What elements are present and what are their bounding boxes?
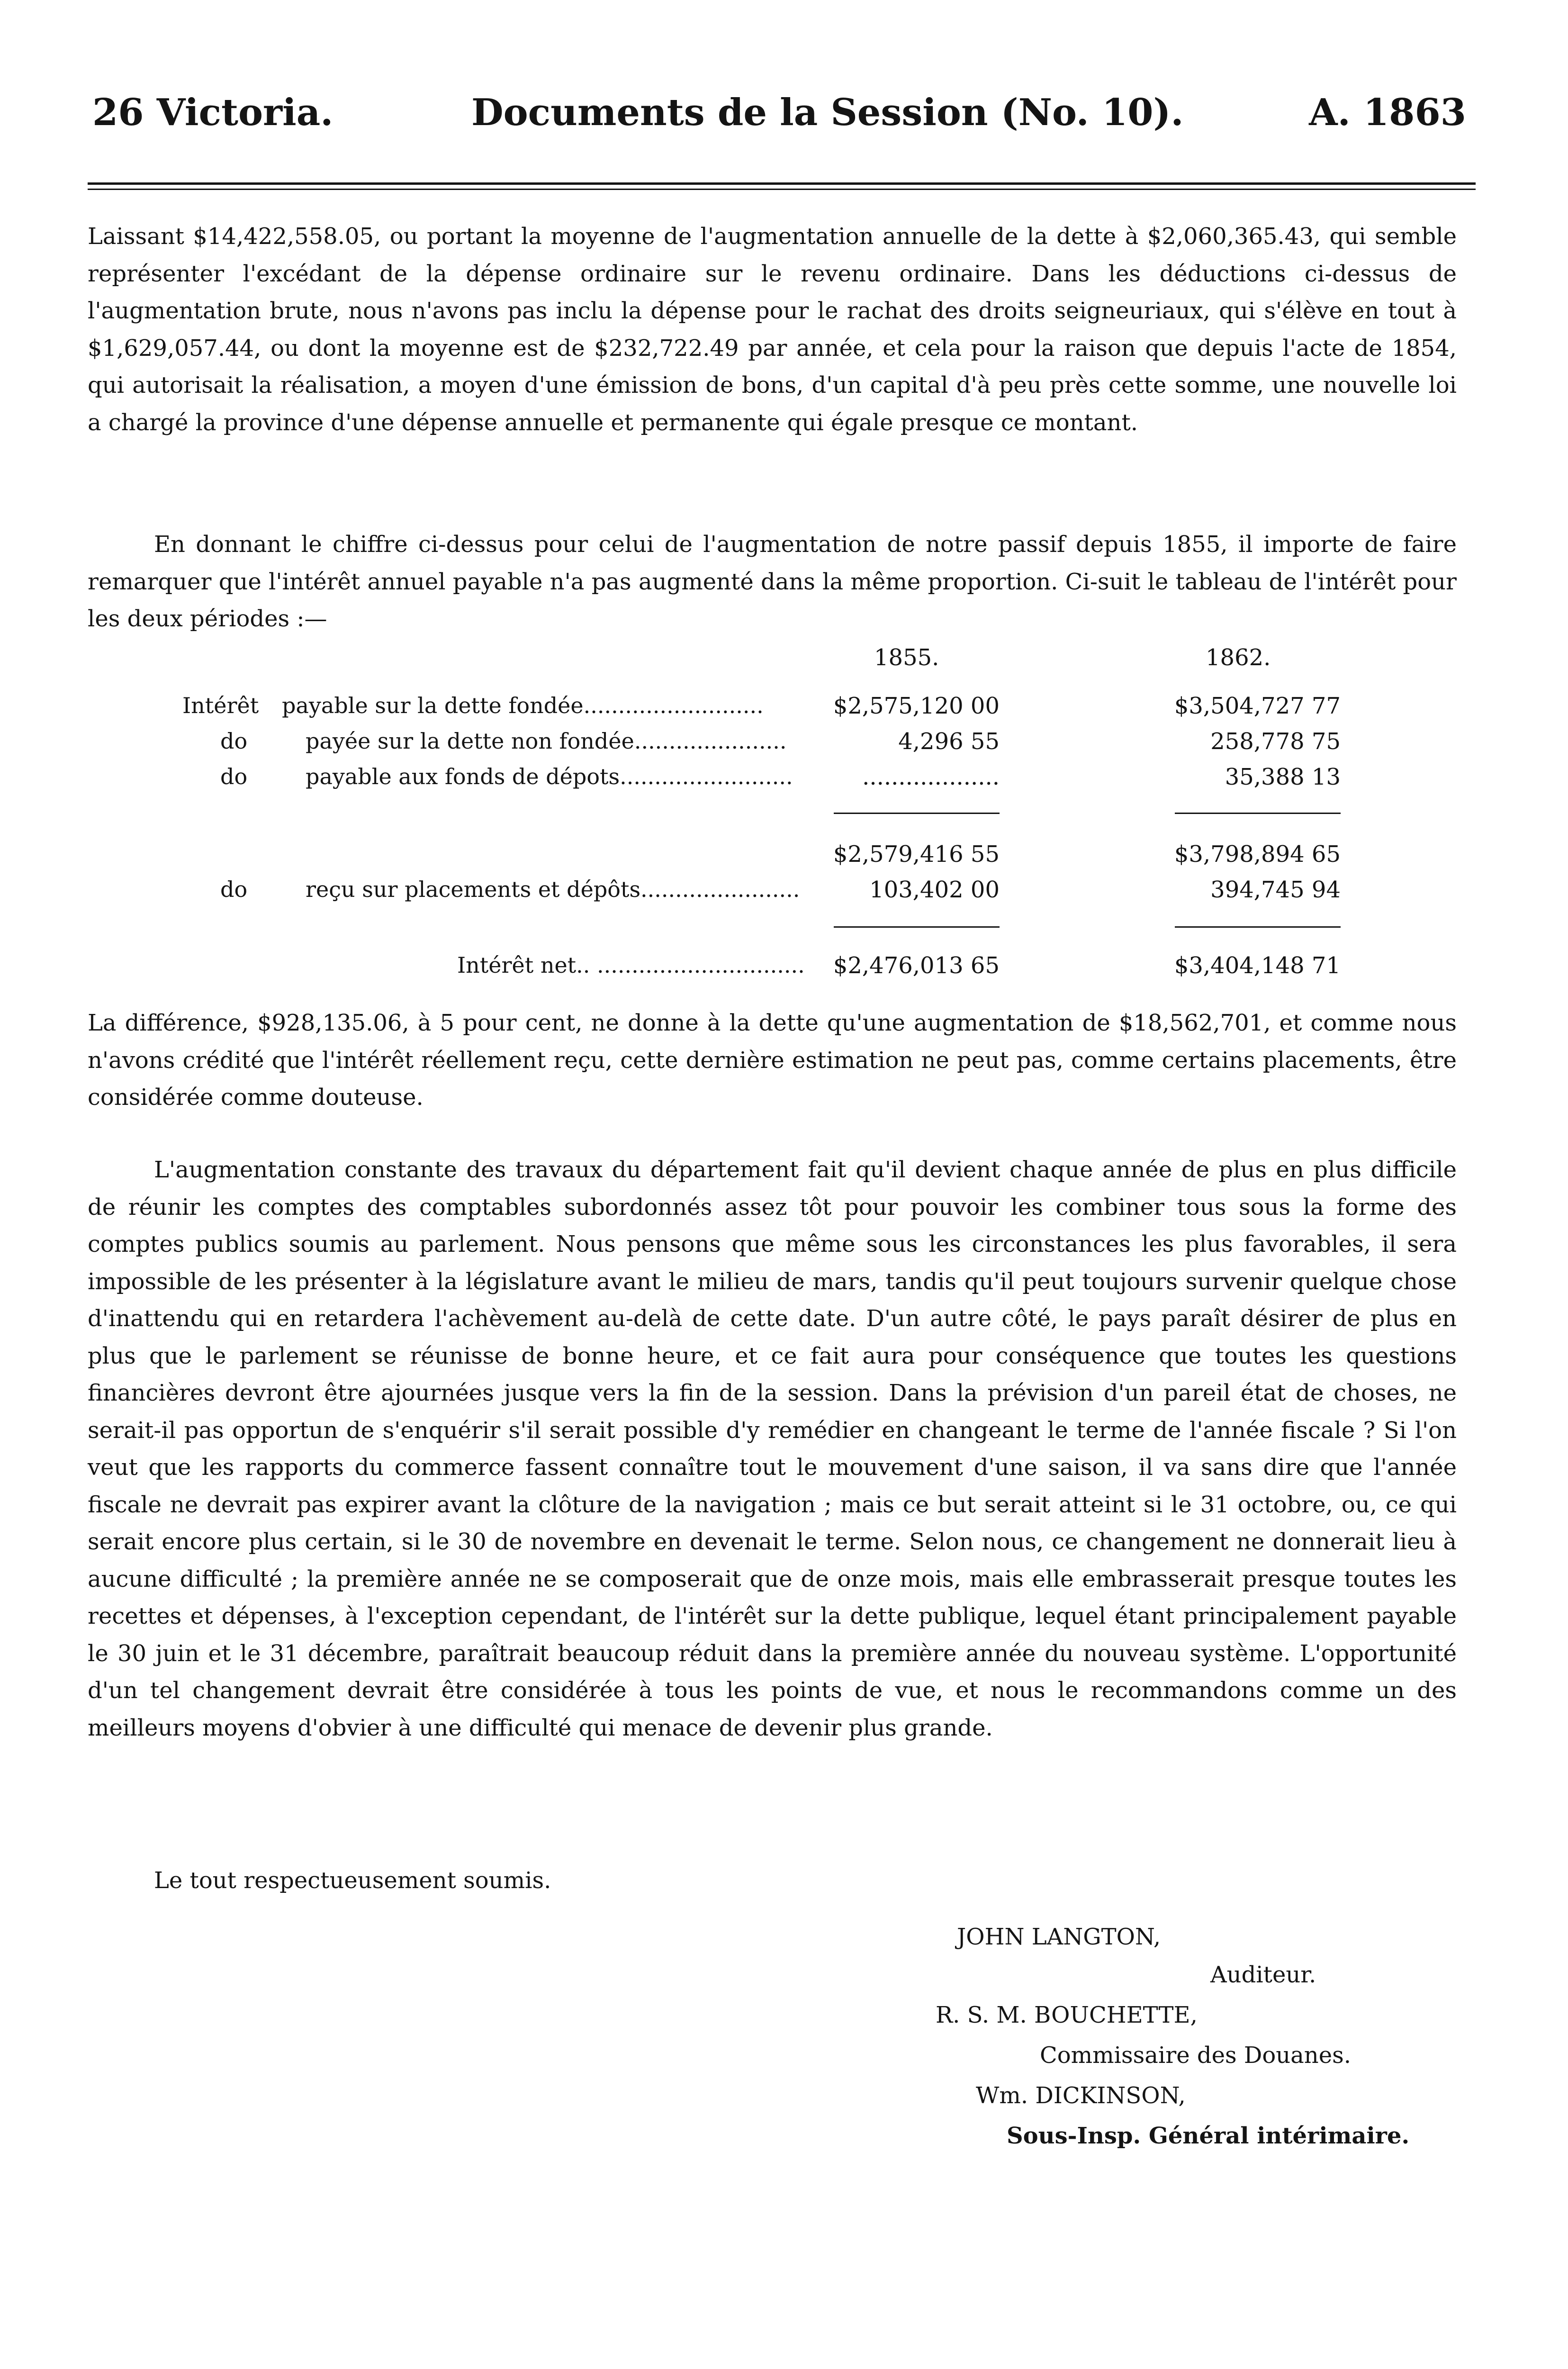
row-ditto: do xyxy=(220,877,248,902)
net-interest-1855: $2,476,013 65 xyxy=(833,952,1000,979)
year-header-1855: 1855. xyxy=(874,644,939,671)
signatory-name: JOHN LANGTON, xyxy=(957,1924,1161,1950)
value-1862: 35,388 13 xyxy=(1225,764,1341,790)
header-rule-top xyxy=(88,182,1476,185)
signatory-title: Commissaire des Douanes. xyxy=(1040,2042,1351,2069)
page-header xyxy=(92,91,1466,143)
header-rule-bottom xyxy=(88,189,1476,190)
row-desc: payée sur la dette non fondée...................... xyxy=(306,728,787,754)
subtotal-line-1855 xyxy=(834,813,1000,814)
net-line-1855 xyxy=(834,926,1000,928)
value-1862: 258,778 75 xyxy=(1210,728,1341,755)
value-1855: ................... xyxy=(862,764,1000,790)
row-ditto: do xyxy=(220,728,248,754)
net-line-1862 xyxy=(1175,926,1341,928)
paragraph-interest-intro: En donnant le chiffre ci-dessus pour celui de l'augmentation de notre passif depuis 1855, il importe de faire remarquer que l'intérêt annuel payable n'a pas augmenté dans la même proportion. Ci-suit le tableau de l'intérêt pour les deux périodes :— xyxy=(88,531,1457,632)
signatory-title: Sous-Insp. Général intérimaire. xyxy=(1007,2123,1410,2149)
net-interest-label: Intérêt net.. .............................. xyxy=(457,952,805,978)
subtotal-1862: $3,798,894 65 xyxy=(1174,841,1341,868)
signatory-name: R. S. M. BOUCHETTE, xyxy=(936,2002,1198,2028)
header-volume: 26 Victoria. xyxy=(92,91,333,134)
row-ditto: do xyxy=(220,764,248,789)
paragraph-debt-increase: Laissant $14,422,558.05, ou portant la moyenne de l'augmentation annuelle de la dette à $2,060,365.43, qui semble représenter l'excédant de la dépense ordinaire sur le revenu ordinaire. Dans les déductions ci-dessus de l'augmentation brute, nous n'avons pas inclu la dépense pour le rachat des droits seigneuriaux, qui s'élève en tout à $1,629,057.44, ou dont la moyenne est de $232,722.49 par année, et cela pour la raison que depuis l'acte de 1854, qui autorisait la réalisation, a moyen d'une émission de bons, d'un capital d'à peu près cette somme, une nouvelle loi a chargé la province d'une dépense annuelle et permanente qui égale presque ce montant. xyxy=(88,223,1457,436)
value-1855: $2,575,120 00 xyxy=(833,693,1000,719)
value-1855: 4,296 55 xyxy=(898,728,1000,755)
header-year: A. 1863 xyxy=(1309,91,1466,134)
row-label-first: Intérêt xyxy=(182,693,259,718)
row-desc: reçu sur placements et dépôts....................... xyxy=(306,877,800,902)
value-1862: 394,745 94 xyxy=(1210,877,1341,903)
subtotal-line-1862 xyxy=(1175,813,1341,814)
signatory-title: Auditeur. xyxy=(1210,1962,1316,1988)
value-1862: $3,504,727 77 xyxy=(1174,693,1341,719)
subtotal-1855: $2,579,416 55 xyxy=(833,841,1000,868)
row-desc: payable sur la dette fondée.......................... xyxy=(282,693,764,718)
value-1855: 103,402 00 xyxy=(869,877,1000,903)
row-desc: payable aux fonds de dépots......................... xyxy=(306,764,793,789)
paragraph-difference: La différence, $928,135.06, à 5 pour cent, ne donne à la dette qu'une augmentation de $18,562,701, et comme nous n'avons crédité que l'intérêt réellement reçu, cette dernière estimation ne peut pas, comme certains placements, être considérée comme douteuse. xyxy=(88,1010,1457,1111)
closing-line: Le tout respectueusement soumis. xyxy=(154,1867,551,1894)
paragraph-fiscal-year: L'augmentation constante des travaux du département fait qu'il devient chaque année de plus en plus difficile de réunir les comptes des comptables subordonnés assez tôt pour pouvoir les combiner tous sous la forme des comptes publics soumis au parlement. Nous pensons que même sous les circonstances les plus favorables, il sera impossible de les présenter à la législature avant le milieu de mars, tandis qu'il peut toujours survenir quelque chose d'inattendu qui en retardera l'achèvement au-delà de cette date. D'un autre côté, le pays paraît désirer de plus en plus que le parlement se réunisse de bonne heure, et ce fait aura pour conséquence que toutes les questions financières devront être ajournées jusque vers la fin de la session. Dans la prévision d'un pareil état de choses, ne serait-il pas opportun de s'enquérir s'il serait possible d'y remédier en changeant le terme de l'année fiscale ? Si l'on veut que les rapports du commerce fassent connaître tout le mouvement d'une saison, il va sans dire que l'année fiscale ne devrait pas expirer avant la clôture de la navigation ; mais ce but serait atteint si le 31 octobre, ou, ce qui serait encore plus certain, si le 30 de novembre en devenait le terme. Selon nous, ce changement ne donnerait lieu à aucune difficulté ; la première année ne se composerait que de onze mois, mais elle embrasserait presque toutes les recettes et dépenses, à l'exception cependant, de l'intérêt sur la dette publique, lequel étant principalement payable le 30 juin et le 31 décembre, paraîtrait beaucoup réduit dans la première année du nouveau système. L'opportunité d'un tel changement devrait être considérée à tous les points de vue, et nous le recommandons comme un des meilleurs moyens d'obvier à une difficulté qui menace de devenir plus grande. xyxy=(88,1157,1457,1741)
net-interest-1862: $3,404,148 71 xyxy=(1174,952,1341,979)
signatory-name: Wm. DICKINSON, xyxy=(976,2082,1186,2109)
header-title: Documents de la Session (No. 10). xyxy=(471,91,1184,134)
year-header-1862: 1862. xyxy=(1206,644,1271,671)
